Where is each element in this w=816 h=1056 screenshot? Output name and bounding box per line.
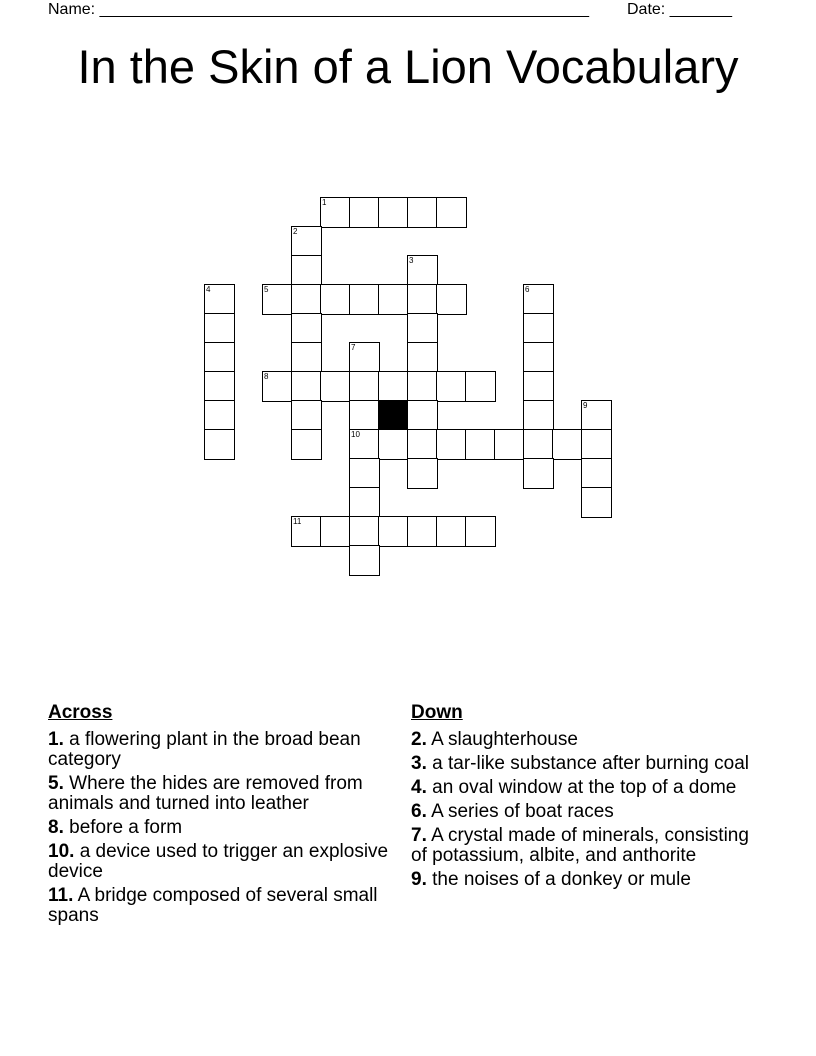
grid-cell[interactable] [349, 545, 380, 576]
grid-cell[interactable] [465, 516, 496, 547]
clue-text: before a form [63, 817, 183, 838]
grid-cell[interactable] [436, 284, 467, 315]
grid-cell[interactable] [581, 429, 612, 460]
grid-cell[interactable] [349, 458, 380, 489]
grid-cell[interactable] [378, 371, 409, 402]
grid-cell[interactable] [581, 458, 612, 489]
date-field[interactable]: Date: _______ [627, 1, 732, 18]
grid-cell[interactable] [407, 284, 438, 315]
grid-cell[interactable] [291, 226, 322, 257]
grid-cell[interactable] [320, 197, 351, 228]
across-clue-list [48, 730, 393, 926]
clue-text: A series of boat races [426, 801, 614, 822]
clue-number: 10 [351, 430, 360, 439]
clue-text: a flowering plant in the broad bean category [48, 729, 361, 770]
grid-cell[interactable] [291, 342, 322, 373]
grid-cell[interactable] [320, 516, 351, 547]
down-clue [411, 730, 756, 750]
grid-cell[interactable] [320, 371, 351, 402]
grid-cell[interactable] [291, 400, 322, 431]
across-clue [48, 818, 393, 838]
grid-cell[interactable] [465, 371, 496, 402]
down-clue [411, 778, 756, 798]
down-heading: Down [411, 702, 463, 723]
grid-cell[interactable] [436, 516, 467, 547]
grid-cell[interactable] [204, 284, 235, 315]
clue-number: 9 [583, 401, 588, 410]
across-clue [48, 886, 393, 926]
down-clue-list [411, 730, 756, 890]
grid-cell[interactable] [407, 371, 438, 402]
grid-cell[interactable] [523, 429, 554, 460]
grid-cell[interactable] [436, 429, 467, 460]
grid-cell[interactable] [262, 371, 293, 402]
grid-cell[interactable] [291, 284, 322, 315]
grid-cell[interactable] [581, 400, 612, 431]
grid-cell[interactable] [291, 313, 322, 344]
grid-cell[interactable] [523, 284, 554, 315]
grid-cell[interactable] [204, 429, 235, 460]
grid-cell[interactable] [407, 429, 438, 460]
clue-number: 8 [264, 372, 269, 381]
grid-cell[interactable] [523, 458, 554, 489]
grid-cell[interactable] [349, 284, 380, 315]
clue-text: A crystal made of minerals, consisting of potassium, albite, and anthorite [411, 825, 749, 866]
down-clue [411, 754, 756, 774]
clue-number: 7 [351, 343, 356, 352]
across-clue [48, 774, 393, 814]
grid-cell[interactable] [465, 429, 496, 460]
clue-number: 2 [293, 227, 298, 236]
grid-cell[interactable] [407, 313, 438, 344]
clue-text: the noises of a donkey or mule [426, 869, 691, 890]
grid-cell[interactable] [349, 342, 380, 373]
grid-cell[interactable] [407, 400, 438, 431]
grid-cell[interactable] [349, 197, 380, 228]
grid-cell[interactable] [494, 429, 525, 460]
clue-number: 5 [264, 285, 269, 294]
grid-cell[interactable] [436, 197, 467, 228]
name-field[interactable]: Name: _______________________________________________________ [48, 1, 589, 18]
grid-cell[interactable] [523, 342, 554, 373]
grid-cell[interactable] [262, 284, 293, 315]
grid-cell[interactable] [349, 400, 380, 431]
clue-number-label: 6. [411, 801, 427, 822]
clue-number-label: 10. [48, 841, 75, 862]
grid-cell[interactable] [204, 371, 235, 402]
clue-number: 11 [293, 517, 302, 526]
grid-cell[interactable] [407, 458, 438, 489]
down-clue [411, 802, 756, 822]
clue-text: a device used to trigger an explosive device [48, 841, 389, 882]
grid-cell[interactable] [291, 429, 322, 460]
grid-cell[interactable] [378, 516, 409, 547]
clue-number-label: 7. [411, 825, 427, 846]
grid-cell[interactable] [407, 342, 438, 373]
down-clue [411, 870, 756, 890]
grid-cell[interactable] [204, 400, 235, 431]
grid-cell[interactable] [204, 313, 235, 344]
grid-cell[interactable] [378, 197, 409, 228]
across-heading: Across [48, 702, 113, 723]
clue-number-label: 3. [411, 753, 427, 774]
grid-cell[interactable] [523, 400, 554, 431]
clue-text: A slaughterhouse [426, 729, 578, 750]
clue-number: 1 [322, 198, 327, 207]
down-clue [411, 826, 756, 866]
grid-cell[interactable] [378, 429, 409, 460]
clue-number-label: 4. [411, 777, 427, 798]
grid-cell[interactable] [320, 284, 351, 315]
clue-number-label: 11. [48, 885, 74, 906]
clue-number-label: 1. [48, 729, 64, 750]
across-clue [48, 730, 393, 770]
grid-cell[interactable] [407, 197, 438, 228]
grid-cell[interactable] [291, 516, 322, 547]
clue-number-label: 2. [411, 729, 427, 750]
clue-number: 3 [409, 256, 414, 265]
grid-cell[interactable] [523, 313, 554, 344]
grid-cell[interactable] [523, 371, 554, 402]
grid-cell[interactable] [407, 255, 438, 286]
grid-cell[interactable] [349, 371, 380, 402]
grid-cell[interactable] [349, 429, 380, 460]
down-clues [411, 702, 756, 894]
clue-text: a tar-like substance after burning coal [426, 753, 749, 774]
clue-number-label: 9. [411, 869, 427, 890]
across-clue [48, 842, 393, 882]
grid-cell-blocked [378, 400, 409, 431]
clue-number-label: 8. [48, 817, 64, 838]
page-title: In the Skin of a Lion Vocabulary [77, 40, 739, 93]
clue-number: 4 [206, 285, 211, 294]
grid-cell[interactable] [581, 487, 612, 518]
grid-cell[interactable] [378, 284, 409, 315]
grid-cell[interactable] [407, 516, 438, 547]
clue-number-label: 5. [48, 773, 64, 794]
clue-number: 6 [525, 285, 530, 294]
clue-text: Where the hides are removed from animals and turned into leather [48, 773, 363, 814]
grid-cell[interactable] [204, 342, 235, 373]
grid-cell[interactable] [349, 516, 380, 547]
grid-cell[interactable] [436, 371, 467, 402]
clue-text: A bridge composed of several small spans [48, 885, 378, 926]
grid-cell[interactable] [291, 371, 322, 402]
grid-cell[interactable] [291, 255, 322, 286]
clue-text: an oval window at the top of a dome [426, 777, 737, 798]
across-clues [48, 702, 393, 930]
grid-cell[interactable] [552, 429, 583, 460]
grid-cell[interactable] [349, 487, 380, 518]
